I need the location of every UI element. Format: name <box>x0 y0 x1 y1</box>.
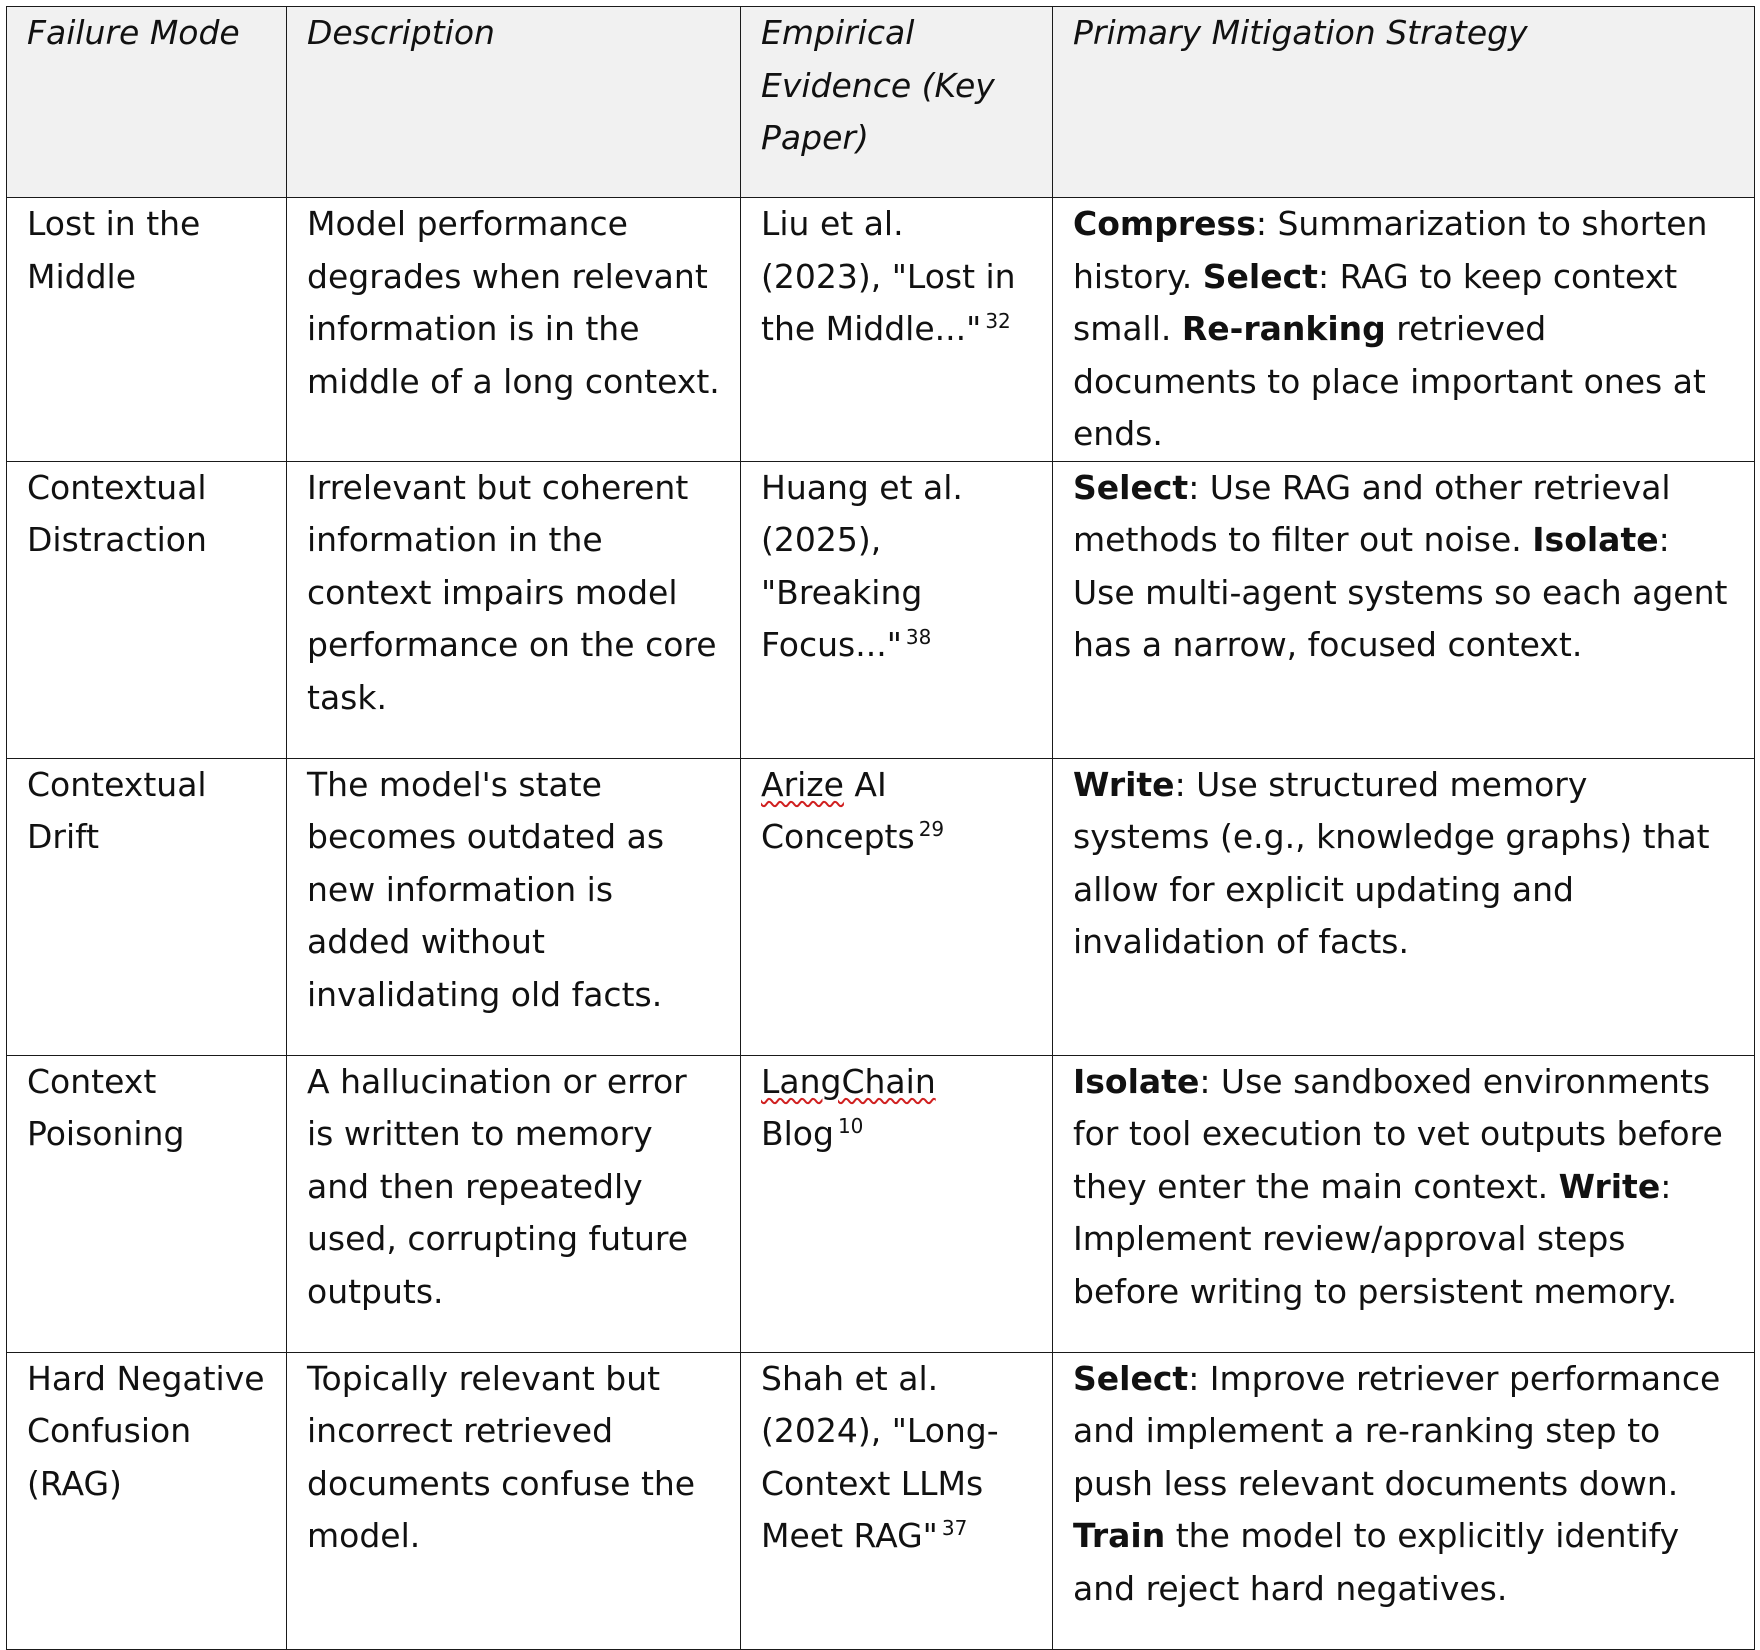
table-row <box>7 1055 1755 1352</box>
table-row <box>7 198 1755 462</box>
spellcheck-flagged-word: LangChain <box>761 1061 936 1101</box>
failure-mode-cell: Hard Negative Confusion (RAG) <box>7 1352 287 1649</box>
mitigation-text: the model to explicitly identify and reject hard negatives. <box>1073 1516 1680 1608</box>
mitigation-cell <box>1053 461 1755 758</box>
mitigation-keyword: Select <box>1202 256 1318 296</box>
table-row <box>7 461 1755 758</box>
table-header <box>7 7 1755 198</box>
evidence-text: AI Concepts <box>761 764 915 856</box>
header-description: Description <box>287 7 741 198</box>
mitigation-keyword: Select <box>1073 1358 1189 1398</box>
mitigation-text: retrieved documents to place important ones at ends. <box>1073 309 1706 453</box>
citation-ref: 38 <box>905 625 932 649</box>
mitigation-cell <box>1053 1352 1755 1649</box>
evidence-cell <box>741 758 1053 1055</box>
evidence-text: Blog <box>761 1114 834 1153</box>
mitigation-cell <box>1053 198 1755 462</box>
description-cell: A hallucination or error is written to memory and then repeatedly used, corrupting future outputs. <box>287 1055 741 1352</box>
mitigation-text: : Improve retriever performance and implement a re-ranking step to push less relevant documents down. <box>1073 1358 1721 1503</box>
mitigation-keyword: Isolate <box>1532 520 1659 559</box>
table-row <box>7 758 1755 1055</box>
mitigation-text: : Summarization to shorten history. <box>1073 204 1708 296</box>
evidence-text: Huang et al. (2025), "Breaking Focus..." <box>761 467 963 664</box>
description-cell: Topically relevant but incorrect retrieved documents confuse the model. <box>287 1352 741 1649</box>
mitigation-cell <box>1053 1055 1755 1352</box>
header-row <box>7 7 1755 198</box>
mitigation-keyword: Re-ranking <box>1181 309 1386 348</box>
mitigation-text: : Use sandboxed environments for tool execution to vet outputs before they enter the main context. <box>1073 1061 1723 1206</box>
evidence-cell <box>741 1352 1053 1649</box>
evidence-cell <box>741 461 1053 758</box>
failure-mode-cell: Contextual Drift <box>7 758 287 1055</box>
citation-ref: 37 <box>941 1516 968 1540</box>
description-cell: Irrelevant but coherent information in the context impairs model performance on the core task. <box>287 461 741 758</box>
mitigation-cell <box>1053 758 1755 1055</box>
mitigation-text: : Use RAG and other retrieval methods to filter out noise. <box>1073 467 1671 559</box>
header-failure-mode: Failure Mode <box>7 7 287 198</box>
mitigation-keyword: Train <box>1073 1516 1166 1555</box>
mitigation-text: : Use multi-agent systems so each agent has a narrow, focused context. <box>1073 520 1728 664</box>
mitigation-text: : Use structured memory systems (e.g., knowledge graphs) that allow for explicit updating and invalidation of facts. <box>1073 764 1710 961</box>
mitigation-keyword: Compress <box>1073 204 1256 243</box>
spellcheck-flagged-word: Arize <box>761 764 844 804</box>
evidence-cell <box>741 198 1053 462</box>
failure-mode-table <box>6 6 1755 1650</box>
description-cell: The model's state becomes outdated as new information is added without invalidating old facts. <box>287 758 741 1055</box>
citation-ref: 32 <box>985 309 1011 333</box>
mitigation-text: : Implement review/approval steps before writing to persistent memory. <box>1073 1166 1678 1311</box>
table-row <box>7 1352 1755 1649</box>
description-cell: Model performance degrades when relevant information is in the middle of a long context. <box>287 198 741 462</box>
mitigation-keyword: Isolate <box>1073 1061 1200 1101</box>
header-mitigation-strategy: Primary Mitigation Strategy <box>1053 7 1755 198</box>
mitigation-keyword: Write <box>1073 764 1175 804</box>
citation-ref: 10 <box>837 1114 864 1138</box>
evidence-text: Liu et al. (2023), "Lost in the Middle..." <box>761 204 1016 348</box>
header-empirical-evidence: Empirical Evidence (Key Paper) <box>741 7 1053 198</box>
evidence-cell <box>741 1055 1053 1352</box>
citation-ref: 29 <box>918 817 945 841</box>
mitigation-text: : RAG to keep context small. <box>1073 256 1678 348</box>
failure-mode-cell: Contextual Distraction <box>7 461 287 758</box>
mitigation-keyword: Select <box>1073 467 1189 507</box>
mitigation-keyword: Write <box>1558 1166 1661 1206</box>
table-body <box>7 198 1755 1650</box>
evidence-text: Shah et al. (2024), "Long-Context LLMs Meet RAG" <box>761 1358 999 1555</box>
failure-mode-cell: Lost in the Middle <box>7 198 287 462</box>
failure-mode-cell: Context Poisoning <box>7 1055 287 1352</box>
